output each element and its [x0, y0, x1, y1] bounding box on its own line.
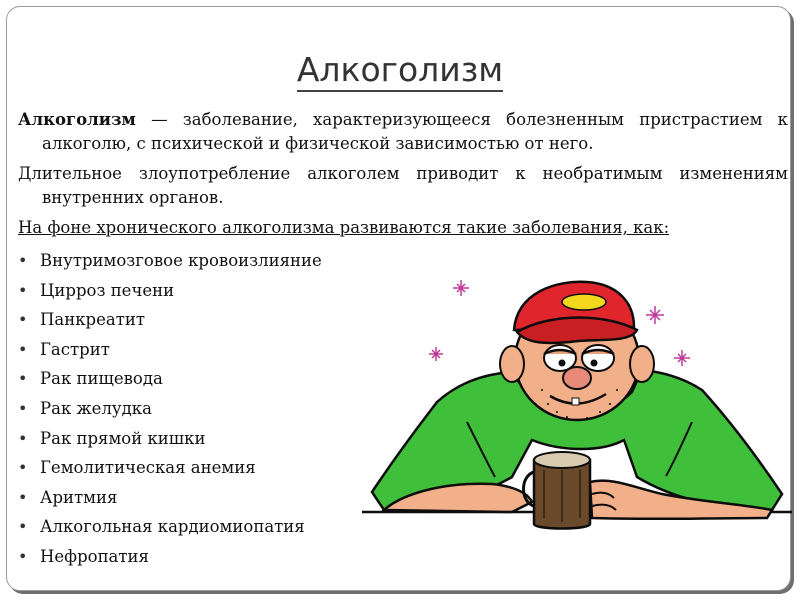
bullet-icon: •: [18, 546, 28, 566]
slide-title: Алкоголизм: [0, 50, 800, 89]
list-item: • Нефропатия: [18, 542, 788, 572]
bullet-icon: •: [18, 310, 28, 330]
bullet-icon: •: [18, 251, 28, 270]
list-item: • Аритмия: [18, 483, 788, 513]
list-item: • Гемолитическая анемия: [18, 453, 788, 483]
list-item: • Рак желудка: [18, 394, 788, 424]
bullet-icon: •: [18, 280, 28, 300]
list-item: • Гастрит: [18, 335, 788, 365]
list-item: • Рак прямой кишки: [18, 424, 788, 454]
bullet-icon: •: [18, 517, 28, 537]
definition-text: — заболевание, характеризующееся болезненным пристрастием к алкоголю, с психической и физической зависимостью от него.: [42, 110, 788, 153]
definition-term: Алкоголизм: [18, 110, 136, 129]
diseases-lead: На фоне хронического алкоголизма развиваются такие заболевания, как:: [18, 218, 670, 237]
bullet-icon: •: [18, 487, 28, 507]
paragraph-organs: Длительное злоупотребление алкоголем приводит к необратимым изменениям внутренних органов.: [18, 164, 788, 207]
bullet-icon: •: [18, 428, 28, 448]
bullet-icon: •: [18, 398, 28, 418]
list-item: • Алкогольная кардиомиопатия: [18, 512, 788, 542]
list-item: • Рак пищевода: [18, 364, 788, 394]
bullet-icon: •: [18, 458, 28, 478]
list-item: • Внутримозговое кровоизлияние: [18, 246, 788, 276]
bullet-icon: •: [18, 369, 28, 389]
drunk-man-with-mug-illustration-icon: [362, 272, 792, 532]
list-item: • Цирроз печени: [18, 276, 788, 306]
bullet-icon: •: [18, 339, 28, 359]
definition-paragraph: [18, 108, 788, 156]
list-item: • Панкреатит: [18, 305, 788, 335]
